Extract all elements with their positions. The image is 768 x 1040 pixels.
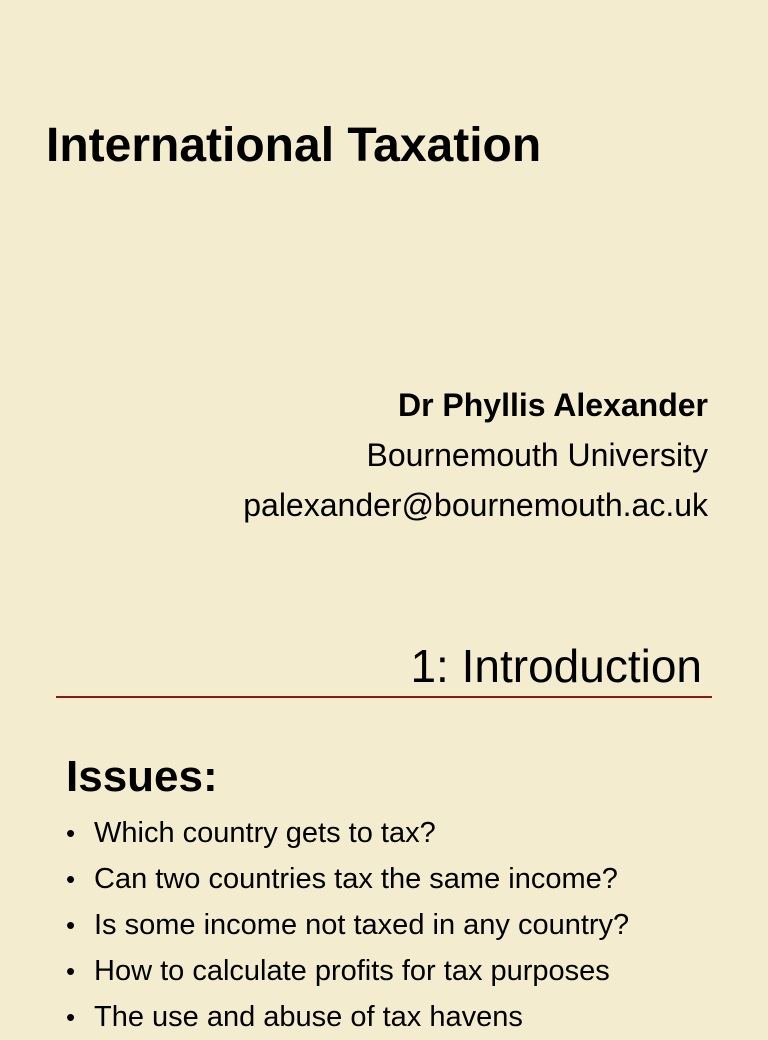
section-divider [56,696,712,698]
list-item-text: How to calculate profits for tax purposes [94,955,610,987]
bullet-icon: • [66,910,76,940]
list-item [66,810,629,856]
section-heading: 1: Introduction [410,640,702,692]
list-item-text: Can two countries tax the same income? [94,863,618,895]
list-item-text: Which country gets to tax? [94,817,436,849]
slide-title: International Taxation [46,119,542,172]
bullet-icon: • [66,1002,76,1032]
bullet-icon: • [66,956,76,986]
list-item [66,994,629,1040]
bullet-icon: • [66,864,76,894]
issues-list [66,810,629,1040]
list-item-text: Is some income not taxed in any country? [94,909,630,941]
issues-heading: Issues: [66,752,218,801]
author-name: Dr Phyllis Alexander [397,387,708,423]
author-institution: Bournemouth University [366,437,708,473]
author-block [243,380,708,530]
author-email: palexander@bournemouth.ac.uk [243,487,708,523]
list-item [66,948,629,994]
bullet-icon: • [66,818,76,848]
list-item [66,856,629,902]
list-item [66,902,629,948]
list-item-text: The use and abuse of tax havens [94,1001,523,1033]
